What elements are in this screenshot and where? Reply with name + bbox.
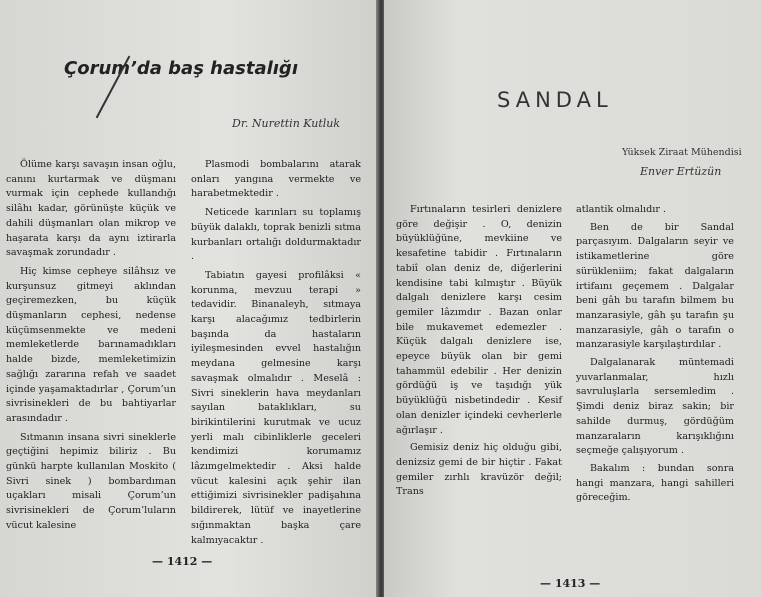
paragraph: Sıtmanın insana sivri sineklerle geçtiğini hepimiz biliriz . Bu günkü harpte kullanılan Moskito ( Sivri sinek ) bombardıman uçakları misali Çorum’un sivrisinekleri de Çorum’luların vücut kalesine (6, 431, 176, 531)
left-page (0, 0, 378, 597)
article-author: Dr. Nurettin Kutluk (232, 117, 341, 130)
page-number: — 1413 — (540, 577, 601, 590)
right-column-1 (396, 203, 562, 500)
left-column-2 (191, 158, 361, 548)
paragraph: Gemisiz deniz hiç olduğu gibi, denizsiz gemi de bir hiçtir . Fakat gemiler zırhlı kravüzör değil; Trans (396, 442, 562, 498)
paragraph: atlantik olmalıdır . (576, 204, 667, 215)
paragraph: Dalgalanarak müntemadi yuvarlanmalar, hızlı savruluşlarla sersemledim . Şimdi deniz biraz sakin; bir sahilde durmuş, gördüğüm manzaraların karışıklığını seçmeğe çalışıyorum . (576, 357, 734, 457)
page-number: — 1412 — (152, 555, 213, 568)
paragraph: Hiç kimse cepheye silâhsız ve kurşunsuz gitmeyi aklından geçiremezken, bu küçük düşmanların cephesi, nedense küçümsenmekte ve medeni memleketlerde barınamadıkları halde bizde, memleketimizin sağlığı zararına refah ve saadet içinde yaşamaktadırlar , Çorum’un sivrisinekleri de bu bahtiyarlar arasındadır . (6, 265, 176, 424)
author-role: Yüksek Ziraat Mühendisi (622, 147, 742, 158)
article-author: Enver Ertüzün (640, 165, 722, 178)
right-column-2 (576, 203, 734, 506)
article-title: Çorum’da baş hastalığı (64, 58, 298, 79)
paragraph: Neticede karınları su toplamış büyük dalaklı, toprak benizli sıtma kurbanları ortalığı doldurmaktadır . (191, 207, 361, 263)
paragraph: Tabiatın gayesi profilâksi « korunma, mevzuu terapi » tedavidir. Binanaleyh, sıtmaya karşı alacağımız tedbirlerin başında da hastaların iyileşmesinden evvel hastalığın meydana gelmesine karşı savaşmak olmalıdır . Meselâ : Sivri sineklerin hava meydanları sayılan bataklıkları, su birikintilerini kurutmak ve ucuz yerli malı cibinliklerle geceleri kendimizi korumamız lâzımgelmektedir . Aksi halde vücut kalesini açık şehir ilan ettiğimizi sivrisinekler padişahına bildirerek, lütüf ve inayetlerine sığınmaktan başka çare kalmıyacaktır . (191, 269, 361, 546)
left-column-1 (6, 158, 176, 534)
paragraph: Ölüme karşı savaşın insan oğlu, canını kurtarmak ve düşmanı vurmak için cephede kullandığı silâhı kadar, görünüşte küçük ve dahili düşmanları olan mikrop ve haşarata karşı da aynı iztirarla savaşmak zorundadır . (6, 159, 176, 259)
paragraph: Bakalım : bundan sonra hangi manzara, hangi sahilleri göreceğim. (576, 462, 734, 504)
paragraph: Ben de bir Sandal parçasıyım. Dalgaların seyir ve istikametlerine göre sürükleniim; fakat dalgaların irtifaını geçemem . Dalgalar beni gâh bu tarafın bilmem bu manzarasiyle, gâh şu tarafın şu manzarasiyle, gâh o tarafın o manzarasiyle karşılaştırdılar . (576, 221, 734, 351)
paragraph: Fırtınaların tesirleri denizlere göre değişir . O, denizin büyüklüğüne, mevkiine ve kesafetine tabidir . Fırtınaların tabiî olan deniz de, diğerlerini kendisine tabi kılmıştır . Büyük dalgalı denizlere karşı cesim gemiler lâzımdır . Bazan onlar bile mukavemet edemezler . Küçük dalgalı denizlere ise, epeyce büyük olan bir gemi tahammül edebilir . Her denizin gördüğü iş ve taşıdığı yük büyüklüğü nisbetindedir . Kesif olan denizler içindeki cevherlerle ağırlaşır . (396, 204, 562, 436)
right-page (384, 0, 761, 597)
article-title: SANDAL (497, 88, 613, 112)
paragraph: Plasmodi bombalarını atarak onları yangına vermekte ve harabetmektedir . (191, 159, 361, 200)
